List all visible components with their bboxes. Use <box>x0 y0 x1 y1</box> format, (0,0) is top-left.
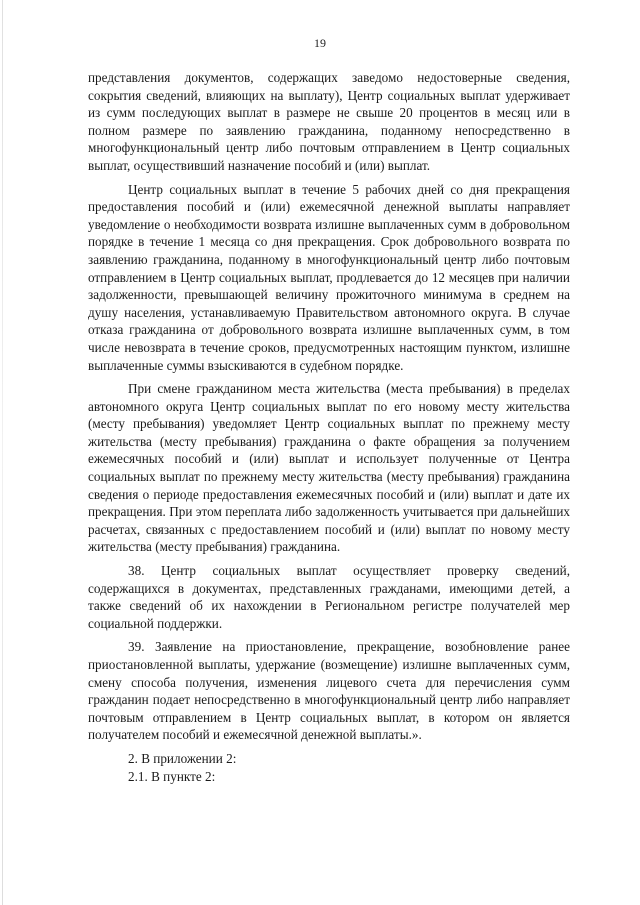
paragraph-continuation: представления документов, содержащих заведомо недостоверные сведения, сокрытия сведений, влияющих на выплату), Центр социальных выплат удерживает из сумм последующих выплат в размере не свыше 20 процентов в месяц или в полном размере по заявлению гражданина, поданному непосредственно в многофункциональный центр либо почтовым отправлением в Центр социальных выплат, осуществивший назначение пособий и (или) выплат. <box>88 70 570 173</box>
paragraph-item-38: 38. Центр социальных выплат осуществляет проверку сведений, содержащихся в документах, представленных гражданами, имеющими детей, а также сведений об их нахождении в Региональном регистре получателей мер социальной поддержки. <box>88 563 570 631</box>
document-body <box>88 69 570 785</box>
page-number: 19 <box>314 36 326 50</box>
paragraph-refund-notice: Центр социальных выплат в течение 5 рабочих дней со дня прекращения предоставления пособий и (или) ежемесячной денежной выплаты направляет уведомление о необходимости возврата излишне выплаченных сумм в добровольном порядке в течение 1 месяца со дня прекращения. Срок добровольного возврата по заявлению гражданина, поданному в многофункциональный центр либо почтовым отправлением в Центр социальных выплат, продлевается до 12 месяцев при наличии задолженности, превышающей величину прожиточного минимума в среднем на душу населения, устанавливаемую Правительством автономного округа. В случае отказа гражданина от добровольного возврата излишне выплаченных сумм, в том числе невозврата в течение сроков, предусмотренных настоящим пунктом, излишне выплаченные суммы взыскиваются в судебном порядке. <box>88 181 570 373</box>
scan-edge-shadow <box>2 0 3 905</box>
paragraph-residence-change: При смене гражданином места жительства (места пребывания) в пределах автономного округа Центр социальных выплат по его новому месту жительства (месту пребывания) уведомляет Центр социальных выплат по прежнему месту жительства (месту пребывания) гражданина о факте обращения за получением ежемесячных пособий и (или) выплат и использует полученные от Центра социальных выплат по прежнему месту жительства (месту пребывания) гражданина сведения о периоде предоставления ежемесячных пособий и (или) выплат и дате их прекращения. При этом переплата либо задолженность учитывается при дальнейших расчетах, связанных с предоставлением пособий и (или) выплат по новому месту жительства (месту пребывания) гражданина. <box>88 381 570 555</box>
paragraph-appendix-2: 2. В приложении 2: <box>128 750 237 766</box>
paragraph-item-39: 39. Заявление на приостановление, прекращение, возобновление ранее приостановленной выплаты, удержание (возмещение) излишне выплаченных сумм, смену способа получения, изменения лицевого счета для перечисления сумм гражданин подает непосредственно в многофункциональный центр либо направляет почтовым отправлением в Центр социальных выплат, в котором он является получателем пособий и ежемесячной денежной выплаты.». <box>88 639 570 743</box>
paragraph-point-2-1: 2.1. В пункте 2: <box>128 768 216 784</box>
